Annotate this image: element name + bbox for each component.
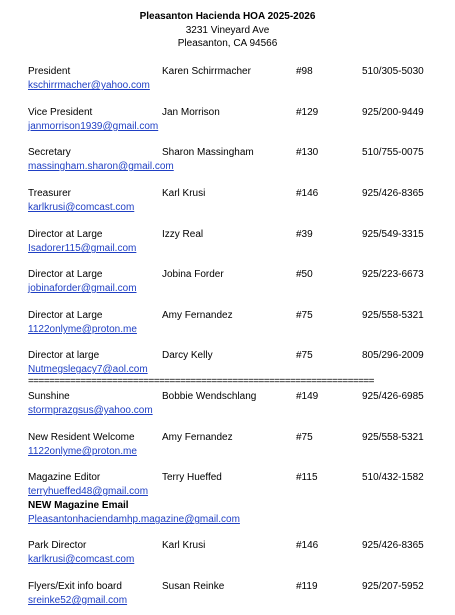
role-label: Director at large xyxy=(28,350,100,361)
person-name: Terry Hueffed xyxy=(162,472,222,483)
email-link[interactable]: 1122onlyme@proton.me xyxy=(28,446,137,457)
person-name: Karen Schirrmacher xyxy=(162,66,251,77)
person-name: Bobbie Wendschlang xyxy=(162,391,257,402)
board-entry xyxy=(0,268,455,298)
magazine-email-link[interactable]: Pleasantonhaciendamhp.magazine@gmail.com xyxy=(28,514,240,525)
phone-number: 510/432-1582 xyxy=(362,472,424,483)
person-name: Darcy Kelly xyxy=(162,350,213,361)
unit-number: #146 xyxy=(296,540,319,551)
email-link[interactable]: stormprazgsus@yahoo.com xyxy=(28,405,153,416)
unit-number: #98 xyxy=(296,66,313,77)
board-entry xyxy=(0,106,455,136)
phone-number: 925/426-8365 xyxy=(362,188,424,199)
role-label: President xyxy=(28,66,71,77)
unit-number: #119 xyxy=(296,581,318,592)
board-entry xyxy=(0,65,455,95)
email-link[interactable]: jobinaforder@gmail.com xyxy=(28,283,137,294)
phone-number: 925/207-5952 xyxy=(362,581,424,592)
city-line: Pleasanton, CA 94566 xyxy=(177,38,278,49)
board-entry xyxy=(0,349,455,379)
magazine-notice-label: NEW Magazine Email xyxy=(28,500,129,511)
phone-number: 925/426-8365 xyxy=(362,540,424,551)
role-label: Magazine Editor xyxy=(28,472,101,483)
email-link[interactable]: kschirrmacher@yahoo.com xyxy=(28,80,150,91)
board-entry xyxy=(0,309,455,339)
phone-number: 925/558-5321 xyxy=(362,432,424,443)
email-link[interactable]: karlkrusi@comcast.com xyxy=(28,202,135,213)
committee-entry xyxy=(0,580,455,610)
unit-number: #50 xyxy=(296,269,313,280)
role-label: Director at Large xyxy=(28,269,103,280)
person-name: Karl Krusi xyxy=(162,540,206,551)
email-link[interactable]: Nutmegslegacy7@aol.com xyxy=(28,364,148,375)
unit-number: #130 xyxy=(296,147,319,158)
role-label: Vice President xyxy=(28,107,93,118)
email-link[interactable]: sreinke52@gmail.com xyxy=(28,595,128,606)
board-entry xyxy=(0,228,455,258)
committee-entry xyxy=(0,539,455,569)
person-name: Susan Reinke xyxy=(162,581,225,592)
unit-number: #75 xyxy=(296,350,313,361)
role-label: Sunshine xyxy=(28,391,70,402)
role-label: New Resident Welcome xyxy=(28,432,135,443)
email-link[interactable]: 1122onlyme@proton.me xyxy=(28,324,137,335)
email-link[interactable]: Isadorer115@gmail.com xyxy=(28,243,137,254)
email-link[interactable]: massingham.sharon@gmail.com xyxy=(28,161,174,172)
role-label: Director at Large xyxy=(28,229,103,240)
person-name: Sharon Massingham xyxy=(162,147,254,158)
role-label: Secretary xyxy=(28,147,71,158)
role-label: Park Director xyxy=(28,540,87,551)
unit-number: #75 xyxy=(296,310,313,321)
phone-number: 925/558-5321 xyxy=(362,310,424,321)
person-name: Izzy Real xyxy=(162,229,204,240)
unit-number: #115 xyxy=(296,472,318,483)
unit-number: #129 xyxy=(296,107,319,118)
board-entry xyxy=(0,187,455,217)
email-link[interactable]: terryhueffed48@gmail.com xyxy=(28,486,149,497)
unit-number: #146 xyxy=(296,188,319,199)
committee-entry xyxy=(0,390,455,420)
phone-number: 510/305-5030 xyxy=(362,66,424,77)
committee-entry xyxy=(0,431,455,461)
person-name: Amy Fernandez xyxy=(162,432,233,443)
committee-entry xyxy=(0,471,455,501)
phone-number: 925/549-3315 xyxy=(362,229,424,240)
phone-number: 925/426-6985 xyxy=(362,391,424,402)
phone-number: 510/755-0075 xyxy=(362,147,424,158)
person-name: Jan Morrison xyxy=(162,107,220,118)
person-name: Karl Krusi xyxy=(162,188,206,199)
section-separator: ================================================================== xyxy=(28,378,374,386)
phone-number: 805/296-2009 xyxy=(362,350,424,361)
person-name: Jobina Forder xyxy=(162,269,224,280)
email-link[interactable]: karlkrusi@comcast.com xyxy=(28,554,135,565)
unit-number: #39 xyxy=(296,229,313,240)
role-label: Treasurer xyxy=(28,188,71,199)
unit-number: #149 xyxy=(296,391,319,402)
phone-number: 925/223-6673 xyxy=(362,269,424,280)
phone-number: 925/200-9449 xyxy=(362,107,424,118)
role-label: Flyers/Exit info board xyxy=(28,581,122,592)
person-name: Amy Fernandez xyxy=(162,310,233,321)
role-label: Director at Large xyxy=(28,310,103,321)
address-line: 3231 Vineyard Ave xyxy=(185,25,270,36)
document-title: Pleasanton Hacienda HOA 2025-2026 xyxy=(139,11,316,22)
board-entry xyxy=(0,146,455,176)
unit-number: #75 xyxy=(296,432,313,443)
email-link[interactable]: janmorrison1939@gmail.com xyxy=(28,121,159,132)
